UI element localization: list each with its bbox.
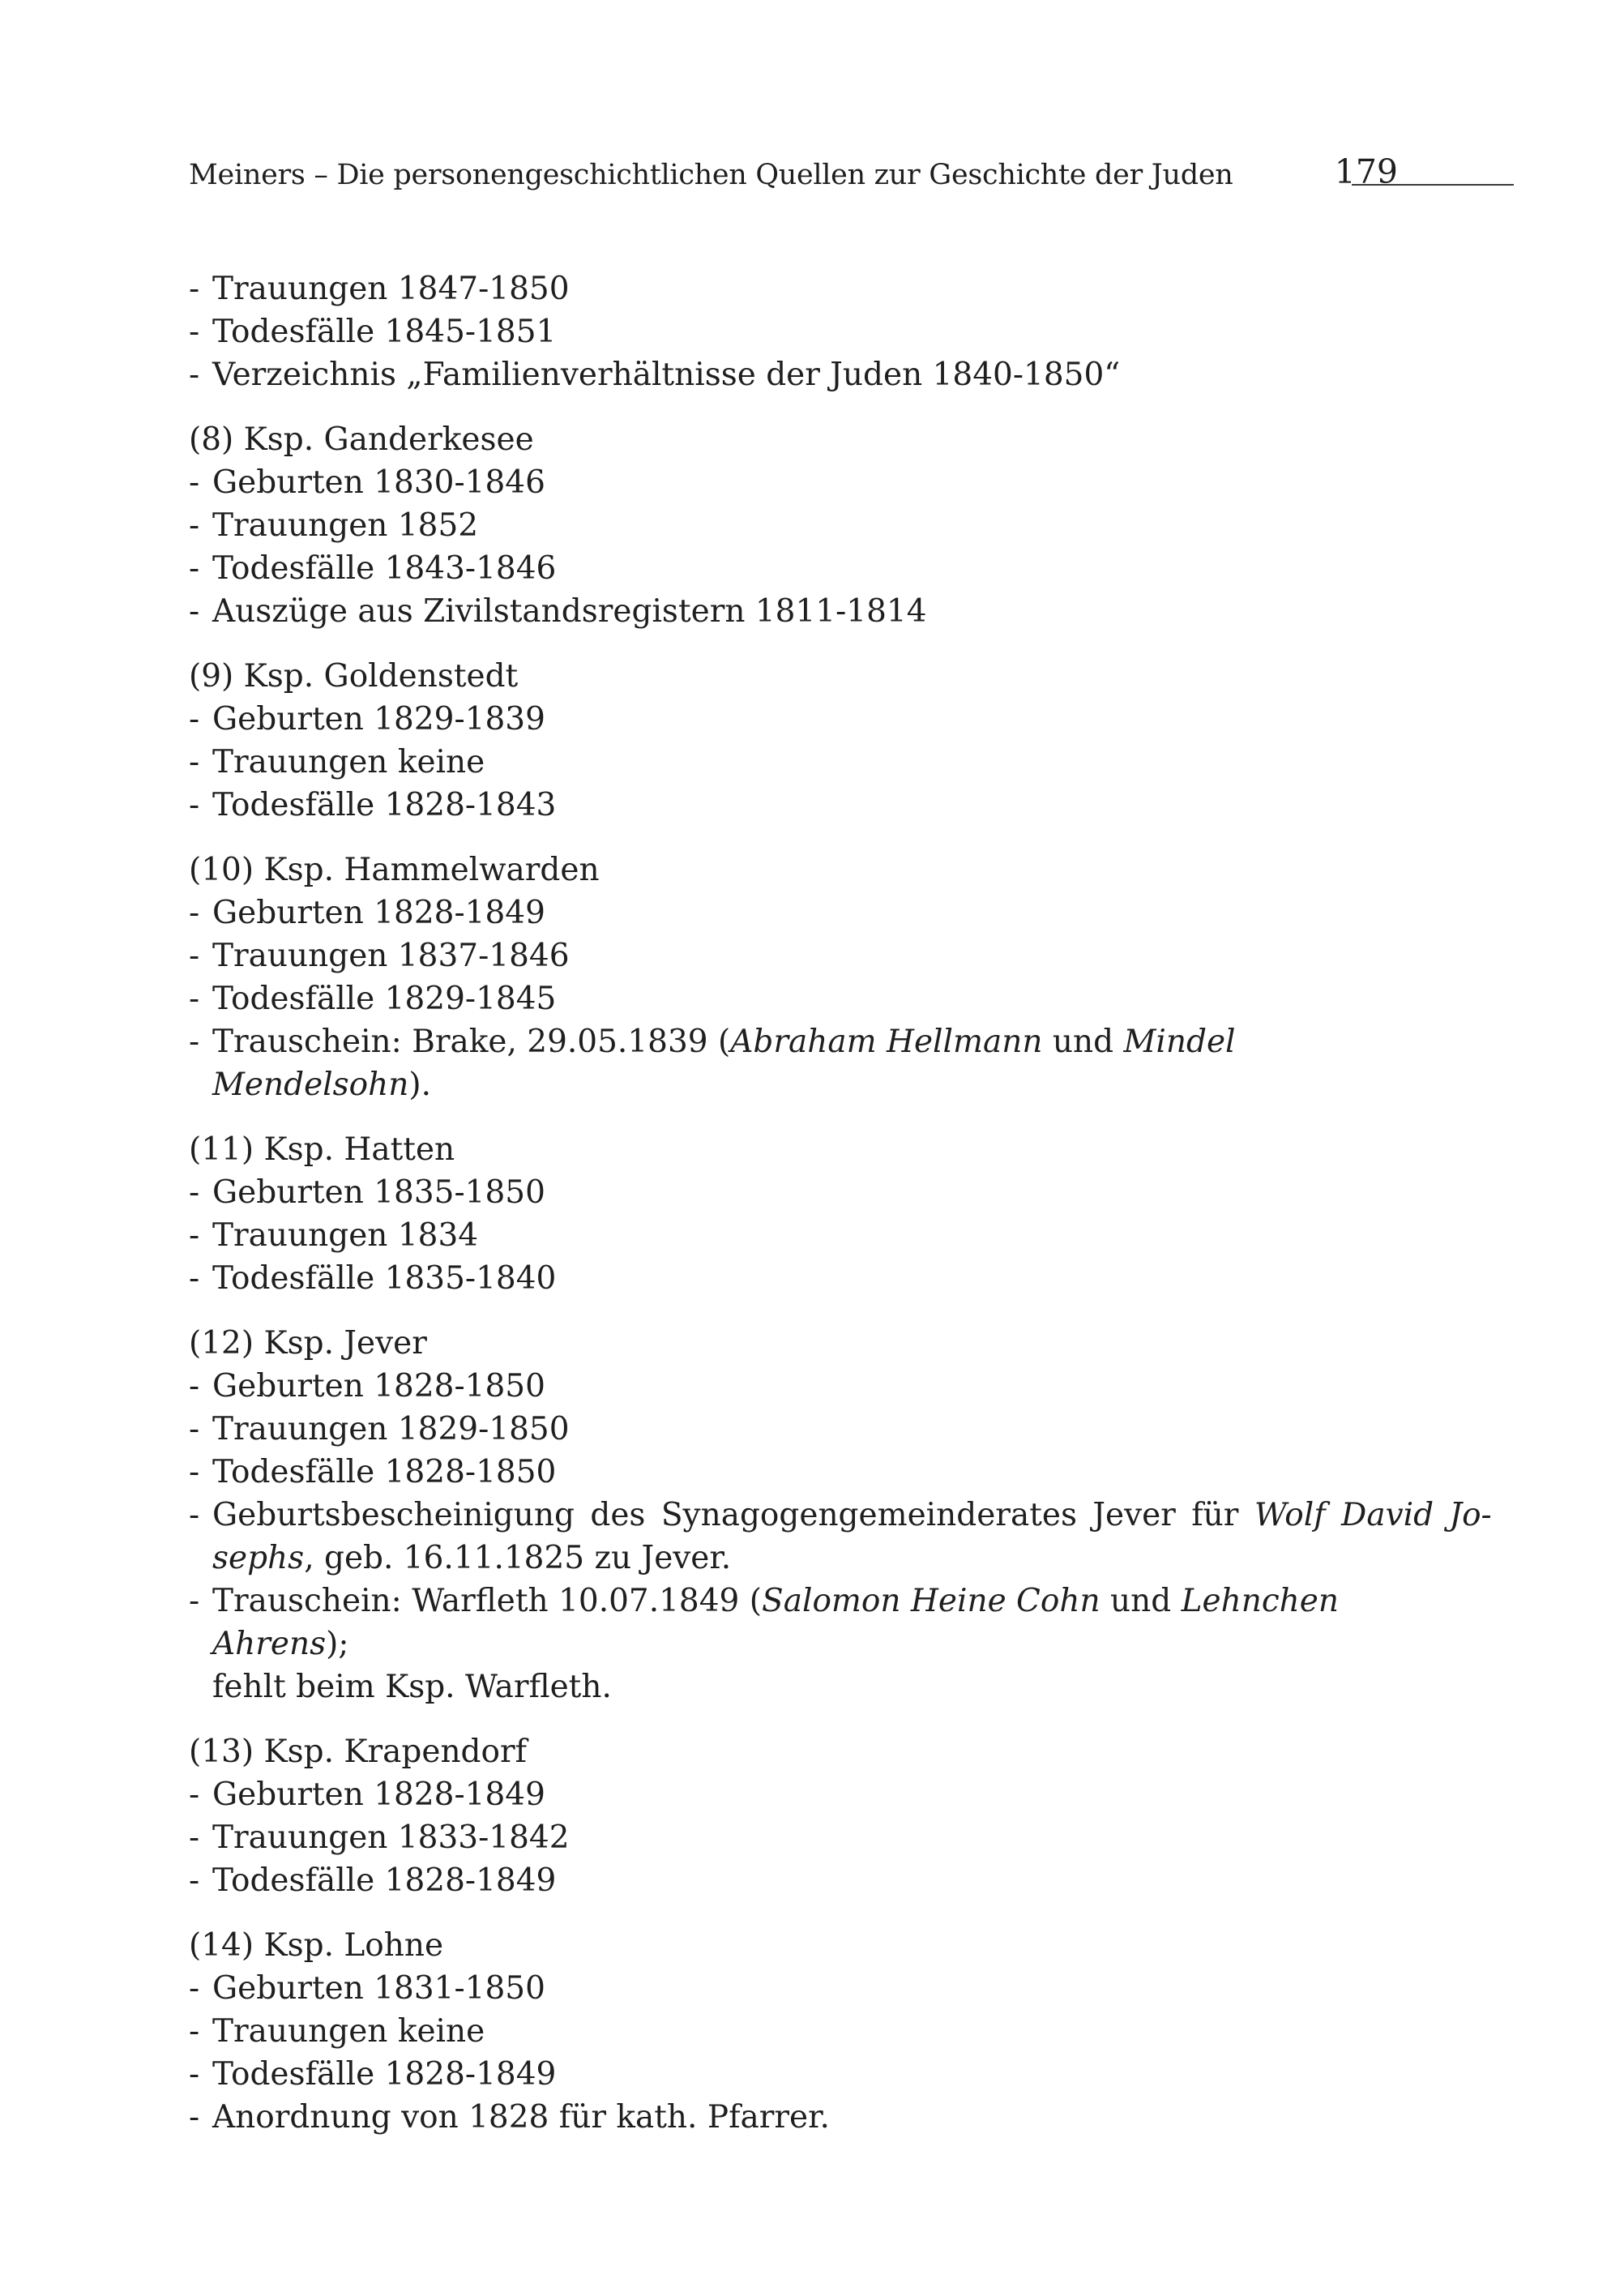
section-lohne <box>189 1924 1399 2139</box>
list-item: - Todesfälle 1828-1849 <box>189 2056 557 2093</box>
list-item: - Geburten 1828-1850 <box>189 1368 545 1405</box>
list-item: - Geburten 1830-1846 <box>189 464 545 501</box>
person-name: Wolf David Jo- <box>1254 1497 1492 1533</box>
list-item: - Trauungen 1852 <box>189 507 479 544</box>
section-hatten <box>189 1128 1399 1300</box>
section-ganderkesee <box>189 418 1399 633</box>
list-item: - Geburten 1831-1850 <box>189 1970 545 2007</box>
list-item: - Geburten 1829-1839 <box>189 701 545 738</box>
section-jever <box>189 1322 1492 1708</box>
person-name: Salomon Heine Cohn <box>762 1583 1100 1619</box>
list-item: - Trauungen 1837-1846 <box>189 938 570 974</box>
section-hammelwarden <box>189 849 1399 1106</box>
section-heading: (9) Ksp. Goldenstedt <box>189 658 519 695</box>
list-item: - Todesfälle 1845-1851 <box>189 314 557 350</box>
person-name: Abraham Hellmann <box>730 1024 1043 1060</box>
page-number: 179 <box>1334 152 1398 191</box>
section-heading: (14) Ksp. Lohne <box>189 1927 444 1964</box>
list-item-trauschein: - Trauschein: Brake, 29.05.1839 (Abraham Hellmann und Mindel Mendelsohn). <box>189 1024 1236 1103</box>
list-item: - Geburten 1835-1850 <box>189 1174 545 1211</box>
section-goldenstedt <box>189 655 1399 827</box>
list-item: - Anordnung von 1828 für kath. Pfarrer. <box>189 2099 830 2136</box>
running-header <box>189 151 1398 199</box>
person-name: Mindel Mendelsohn <box>212 1024 1236 1103</box>
person-name: sephs <box>212 1540 305 1576</box>
section-heading: (8) Ksp. Ganderkesee <box>189 421 534 458</box>
list-item: - Trauungen 1829-1850 <box>189 1411 570 1447</box>
list-item: - Todesfälle 1828-1850 <box>189 1454 557 1490</box>
list-item-trauschein: - Trauschein: Warfleth 10.07.1849 (Salomon Heine Cohn und Lehnchen Ahrens); fehlt beim Ksp. Warfleth. <box>189 1583 1339 1705</box>
list-item: - Auszüge aus Zivilstandsregistern 1811-1814 <box>189 593 927 630</box>
list-item: - Todesfälle 1828-1849 <box>189 1862 557 1899</box>
list-item: - Trauungen 1834 <box>189 1217 479 1254</box>
section-heading: (11) Ksp. Hatten <box>189 1131 455 1168</box>
list-item: - Verzeichnis „Familienverhältnisse der Juden 1840-1850“ <box>189 357 1121 393</box>
section-heading: (12) Ksp. Jever <box>189 1325 427 1362</box>
section-heading: (13) Ksp. Krapendorf <box>189 1734 528 1770</box>
list-item: - Geburten 1828-1849 <box>189 895 545 931</box>
list-item: - Todesfälle 1828-1843 <box>189 787 557 823</box>
list-item: - Todesfälle 1835-1840 <box>189 1260 557 1297</box>
section-heading: (10) Ksp. Hammelwarden <box>189 852 600 888</box>
list-item-geburtsbescheinigung: - Geburtsbescheinigung des Synagogengemeinderates Jever für Wolf David Jo- sephs, geb. 16.11.1825 zu Jever. <box>189 1497 1492 1576</box>
list-item: - Todesfälle 1829-1845 <box>189 981 557 1017</box>
section-continued <box>189 267 1399 396</box>
list-item: - Geburten 1828-1849 <box>189 1777 545 1813</box>
list-item: - Trauungen keine <box>189 744 485 780</box>
page-content <box>189 267 1492 2161</box>
person-name: Lehnchen Ahrens <box>212 1583 1339 1662</box>
section-krapendorf <box>189 1730 1399 1902</box>
list-item: - Trauungen keine <box>189 2013 485 2050</box>
list-item: - Trauungen 1847-1850 <box>189 271 570 307</box>
list-item: - Todesfälle 1843-1846 <box>189 550 557 587</box>
header-title: Meiners – Die personengeschichtlichen Quellen zur Geschichte der Juden <box>189 159 1233 191</box>
list-item: - Trauungen 1833-1842 <box>189 1819 570 1856</box>
